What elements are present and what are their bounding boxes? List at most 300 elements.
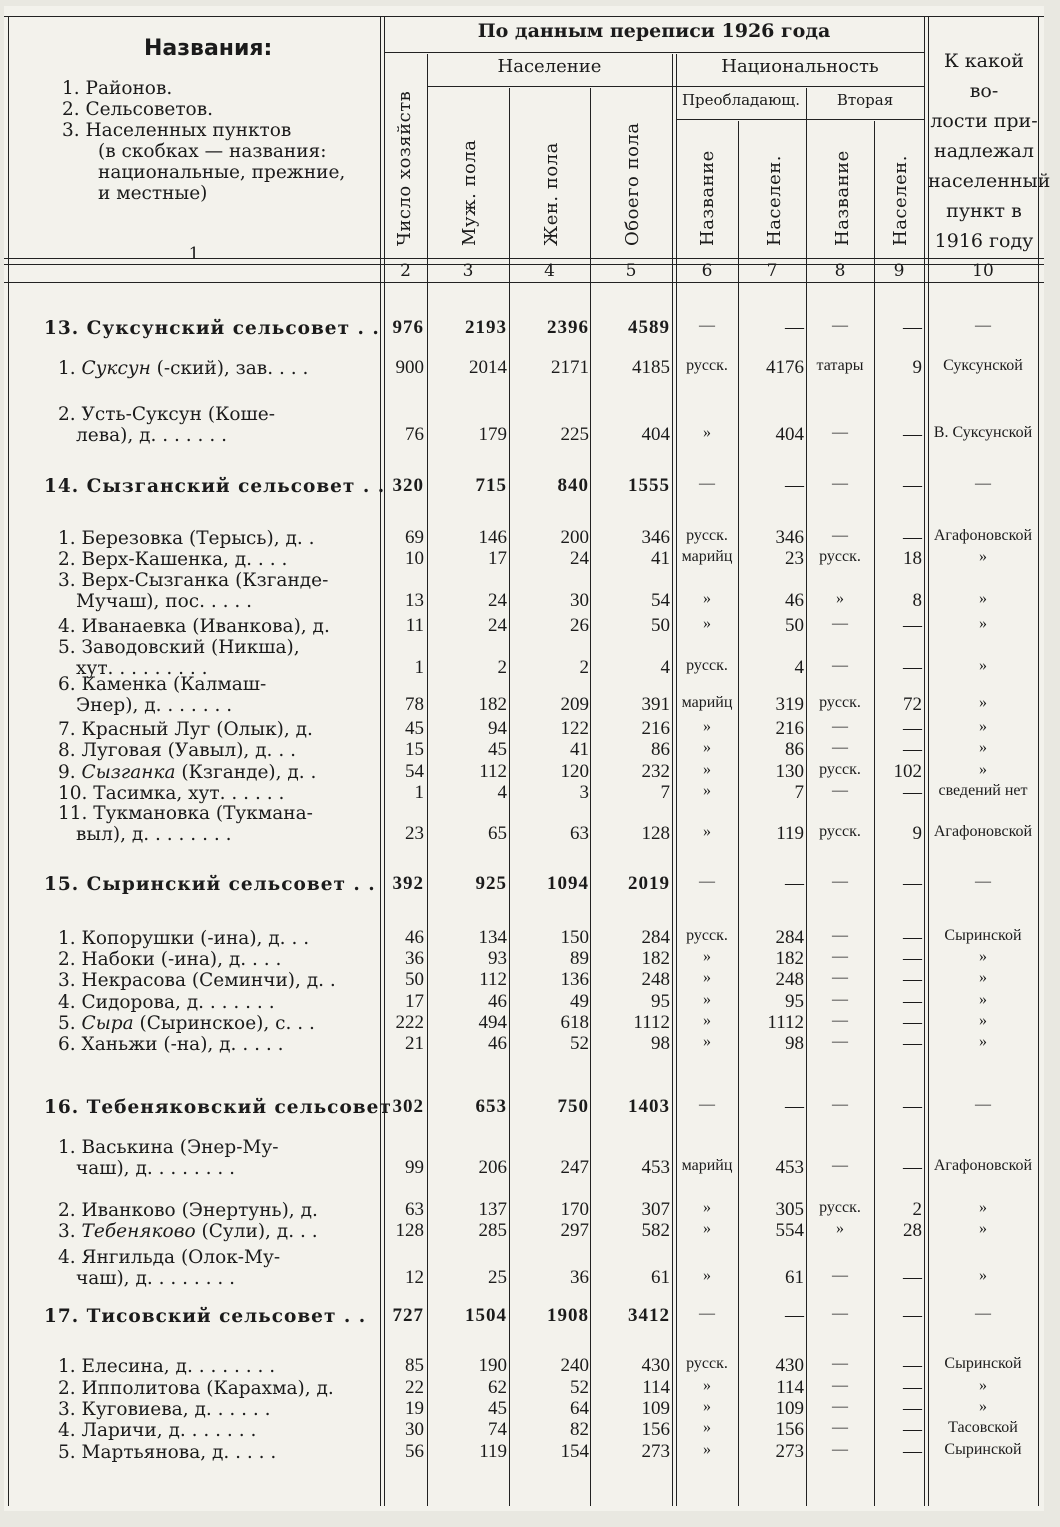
cell-nat2: — [832, 948, 848, 965]
cell-volost: » [979, 1267, 987, 1284]
cell-male: 137 [478, 1199, 507, 1220]
cell-pop1: 7 [794, 782, 804, 803]
cell-pop1: — [785, 1305, 804, 1326]
col-number: 3 [462, 261, 474, 281]
cell-volost: » [979, 948, 987, 965]
cell-pop2: 28 [903, 1220, 922, 1241]
cell-male: 45 [488, 739, 507, 760]
cell-nat1: » [703, 590, 711, 607]
cell-pop2: 9 [912, 357, 922, 378]
cell-both: 582 [641, 1220, 670, 1241]
cell-households: 45 [405, 718, 424, 739]
cell-pop2: 18 [903, 548, 922, 569]
cell-female: 2396 [547, 317, 589, 338]
cell-pop2: — [903, 1441, 922, 1462]
cell-female: 63 [570, 823, 589, 844]
settlement-name: 5. Мартьянова, д. . . . . [58, 1442, 277, 1463]
cell-volost: Сыринской [944, 927, 1022, 944]
cell-volost: » [979, 590, 987, 607]
census-title: По данным переписи 1926 года [477, 20, 831, 42]
names-legend [62, 78, 345, 204]
cell-volost: Агафоновской [933, 527, 1033, 544]
cell-male: 182 [478, 694, 507, 715]
settlement-name: 1. Березовка (Терысь), д. . [58, 528, 315, 549]
volost-line: лости при- [930, 110, 1038, 132]
cell-volost: » [979, 615, 987, 632]
cell-both: 114 [642, 1377, 670, 1398]
cell-nat2: — [832, 1419, 848, 1436]
cell-volost: Суксунской [943, 357, 1023, 374]
cell-female: 89 [570, 948, 589, 969]
cell-households: 320 [392, 475, 424, 496]
settlement-name: 2. Иванково (Энертунь), д. [58, 1200, 318, 1221]
cell-nat2: — [832, 782, 848, 799]
settlement-name: 6. Ханьжи (-на), д. . . . . [58, 1034, 284, 1055]
cell-both: 4 [660, 657, 670, 678]
legend-line: 2. Сельсоветов. [62, 99, 213, 120]
cell-households: 36 [405, 948, 424, 969]
cell-male: 2193 [465, 317, 507, 338]
cell-nat2: » [836, 1220, 844, 1237]
cell-pop2: — [903, 1033, 922, 1054]
cell-both: 182 [641, 948, 670, 969]
settlement-name: выл), д. . . . . . . . [76, 824, 232, 845]
cell-volost: » [979, 1377, 987, 1394]
cell-nat2: — [832, 1267, 848, 1284]
cell-male: 25 [488, 1267, 507, 1288]
top-rule [4, 16, 1044, 17]
council-name: 17. Тисовский сельсовет . . [44, 1306, 367, 1327]
settlement-name: чаш), д. . . . . . . . [76, 1158, 236, 1179]
cell-female: 154 [560, 1441, 589, 1462]
cell-pop1: 273 [775, 1441, 804, 1462]
col-number: 7 [766, 261, 778, 281]
cell-male: 46 [488, 991, 507, 1012]
cell-nat2: — [832, 657, 848, 674]
cell-pop2: — [903, 1096, 922, 1117]
cell-male: 925 [475, 873, 507, 894]
council-name: 15. Сыринский сельсовет . . [44, 874, 376, 895]
col-nat1-header: Название [697, 150, 718, 246]
cell-both: 1403 [628, 1096, 670, 1117]
cell-nat2: — [832, 739, 848, 756]
cell-households: 900 [395, 357, 424, 378]
cell-female: 136 [560, 969, 589, 990]
cell-female: 120 [560, 761, 589, 782]
cell-nat2: — [832, 1441, 848, 1458]
cell-nat2: — [832, 927, 848, 944]
cell-female: 209 [560, 694, 589, 715]
col-number: 10 [972, 261, 994, 281]
cell-nat1: » [703, 1441, 711, 1458]
cell-volost: » [979, 718, 987, 735]
cell-nat1: » [703, 424, 711, 441]
cell-female: 26 [570, 615, 589, 636]
cell-female: 24 [570, 548, 589, 569]
cell-nat2: — [832, 718, 848, 735]
cell-households: 17 [405, 991, 424, 1012]
cell-nat1: русск. [686, 657, 728, 674]
cell-female: 49 [570, 991, 589, 1012]
cell-pop1: 23 [785, 548, 804, 569]
col-households-header: Число хозяйств [394, 90, 415, 246]
cell-households: 69 [405, 527, 424, 548]
cell-both: 50 [651, 615, 670, 636]
cell-households: 392 [392, 873, 424, 894]
settlement-name: 3. Верх-Сызганка (Кзганде- [58, 570, 329, 591]
cell-nat1: — [699, 873, 715, 890]
cell-nat2: — [832, 475, 848, 492]
cell-nat2: татары [816, 357, 864, 374]
cell-pop2: — [903, 991, 922, 1012]
settlement-name: 1. Суксун (-ский), зав. . . . [58, 358, 309, 379]
cell-households: 222 [395, 1012, 424, 1033]
cell-pop1: 319 [775, 694, 804, 715]
cell-pop1: — [785, 475, 804, 496]
settlement-name: 4. Иванаевка (Иванкова), д. [58, 616, 330, 637]
cell-nat2: » [836, 590, 844, 607]
col-number: 9 [893, 261, 905, 281]
cell-nat2: — [832, 1377, 848, 1394]
cell-nat2: — [832, 424, 848, 441]
census-rule [384, 52, 924, 53]
settlement-name: 10. Тасимка, хут. . . . . . [58, 783, 285, 804]
col-pop2-header: Населен. [890, 155, 911, 246]
settlement-name: хут. . . . . . . . . [76, 658, 208, 679]
cell-pop2: 72 [903, 694, 922, 715]
council-name: 14. Сызганский сельсовет . . [44, 476, 386, 497]
cell-pop2: — [903, 873, 922, 894]
cell-nat1: марийц [681, 694, 733, 711]
cell-pop1: 4176 [766, 357, 804, 378]
cell-female: 297 [560, 1220, 589, 1241]
cell-female: 1094 [547, 873, 589, 894]
names-title: Названия: [144, 36, 273, 61]
volost-line: надлежал [934, 140, 1034, 162]
cell-volost: — [975, 317, 991, 334]
cell-nat2: — [832, 1012, 848, 1029]
cell-volost: » [979, 991, 987, 1008]
cell-nat2: — [832, 1157, 848, 1174]
cell-households: 22 [405, 1377, 424, 1398]
cell-pop1: — [785, 1096, 804, 1117]
cell-pop1: 404 [775, 424, 804, 445]
cell-nat1: русск. [686, 927, 728, 944]
cell-households: 56 [405, 1441, 424, 1462]
settlement-name: 4. Янгильда (Олок-Му- [58, 1247, 281, 1268]
settlement-name: лева), д. . . . . . . [76, 425, 227, 446]
cell-both: 273 [641, 1441, 670, 1462]
settlement-name: 11. Тукмановка (Тукмана- [58, 803, 313, 824]
cell-both: 391 [641, 694, 670, 715]
legend-line: (в скобках — названия: [98, 141, 327, 162]
cell-nat1: » [703, 761, 711, 778]
cell-female: 82 [570, 1419, 589, 1440]
settlement-name: 5. Заводовский (Никша), [58, 637, 300, 658]
cell-volost: сведений нет [938, 782, 1028, 799]
cell-volost: » [979, 969, 987, 986]
population-group: Население [497, 56, 602, 77]
cell-pop1: 109 [775, 1398, 804, 1419]
cell-both: 41 [651, 548, 670, 569]
cell-both: 1112 [633, 1012, 670, 1033]
cell-households: 23 [405, 823, 424, 844]
cell-both: 98 [651, 1033, 670, 1054]
legend-line: 1. Районов. [62, 78, 173, 99]
cell-pop1: 95 [785, 991, 804, 1012]
cell-female: 618 [560, 1012, 589, 1033]
cell-volost: » [979, 1012, 987, 1029]
cell-nat2: — [832, 317, 848, 334]
settlement-name: чаш), д. . . . . . . . [76, 1268, 236, 1289]
cell-households: 78 [405, 694, 424, 715]
cell-pop1: 86 [785, 739, 804, 760]
council-name: 16. Тебеняковский сельсовет [44, 1097, 392, 1118]
cell-households: 99 [405, 1157, 424, 1178]
cell-female: 30 [570, 590, 589, 611]
cell-female: 3 [579, 782, 589, 803]
cell-nat1: » [703, 948, 711, 965]
cell-households: 1 [414, 657, 424, 678]
cell-pop1: 453 [775, 1157, 804, 1178]
cell-pop1: 305 [775, 1199, 804, 1220]
cell-female: 52 [570, 1033, 589, 1054]
settlement-name: 1. Васькина (Энер-Му- [58, 1137, 279, 1158]
col-number: 4 [544, 261, 555, 281]
cell-pop2: — [903, 424, 922, 445]
cell-male: 65 [488, 823, 507, 844]
second-group: Вторая [836, 91, 894, 109]
cell-both: 54 [651, 590, 670, 611]
cell-pop1: 248 [775, 969, 804, 990]
cell-male: 206 [478, 1157, 507, 1178]
cell-pop2: — [903, 1398, 922, 1419]
cell-male: 45 [488, 1398, 507, 1419]
legend-line: национальные, прежние, [98, 162, 346, 183]
cell-both: 2019 [628, 873, 670, 894]
cell-volost: » [979, 739, 987, 756]
settlement-name: 3. Тебеняково (Сули), д. . . [58, 1221, 318, 1242]
cell-female: 122 [560, 718, 589, 739]
cell-pop2: — [903, 782, 922, 803]
cell-nat2: — [832, 873, 848, 890]
cell-male: 24 [488, 590, 507, 611]
cell-volost: » [979, 1398, 987, 1415]
volost-line: К какой во- [944, 50, 1024, 102]
cell-both: 453 [641, 1157, 670, 1178]
cell-pop2: 102 [893, 761, 922, 782]
cell-volost: » [979, 694, 987, 711]
cell-both: 4185 [632, 357, 670, 378]
cell-households: 128 [395, 1220, 424, 1241]
cell-households: 21 [405, 1033, 424, 1054]
settlement-name: Мучаш), пос. . . . . [76, 591, 253, 612]
cell-female: 840 [557, 475, 589, 496]
cell-pop1: — [785, 873, 804, 894]
settlement-name: 2. Ипполитова (Карахма), д. [58, 1378, 334, 1399]
cell-male: 285 [478, 1220, 507, 1241]
cell-female: 240 [560, 1355, 589, 1376]
cell-male: 93 [488, 948, 507, 969]
cell-pop2: — [903, 657, 922, 678]
cell-households: 19 [405, 1398, 424, 1419]
cell-both: 86 [651, 739, 670, 760]
cell-male: 4 [497, 782, 507, 803]
col-divider [380, 16, 381, 1506]
col-nat2-header: Название [832, 150, 853, 246]
cell-pop1: 346 [775, 527, 804, 548]
cell-both: 232 [641, 761, 670, 782]
cell-male: 74 [488, 1419, 507, 1440]
col-both-header: Обоего пола [622, 122, 643, 246]
cell-pop2: — [903, 1377, 922, 1398]
settlement-name: 1. Елесина, д. . . . . . . . [58, 1356, 276, 1377]
cell-volost: » [979, 1033, 987, 1050]
cell-households: 63 [405, 1199, 424, 1220]
cell-nat1: русск. [686, 1355, 728, 1372]
cell-male: 94 [488, 718, 507, 739]
cell-pop2: — [903, 1419, 922, 1440]
cell-nat1: » [703, 1199, 711, 1216]
settlement-name: 4. Сидорова, д. . . . . . . [58, 992, 275, 1013]
population-rule [427, 86, 924, 87]
cell-nat1: » [703, 615, 711, 632]
cell-male: 62 [488, 1377, 507, 1398]
settlement-name: 3. Некрасова (Семинчи), д. . [58, 970, 336, 991]
cell-nat2: — [832, 1355, 848, 1372]
col-number: 6 [701, 261, 713, 281]
cell-nat1: марийц [681, 548, 733, 565]
cell-male: 2 [497, 657, 507, 678]
cell-volost: Агафоновской [933, 823, 1033, 840]
cell-nat1: русск. [686, 357, 728, 374]
cell-households: 302 [392, 1096, 424, 1117]
cell-pop1: 216 [775, 718, 804, 739]
cell-pop1: 119 [776, 823, 804, 844]
settlement-name: 2. Набоки (-ина), д. . . . [58, 949, 282, 970]
cell-pop2: — [903, 1355, 922, 1376]
cell-pop2: — [903, 948, 922, 969]
cell-volost: » [979, 548, 987, 565]
cell-both: 7 [660, 782, 670, 803]
cell-pop1: 554 [775, 1220, 804, 1241]
cell-nat1: » [703, 1398, 711, 1415]
cell-both: 216 [641, 718, 670, 739]
cell-volost: — [975, 1305, 991, 1322]
cell-pop1: 130 [775, 761, 804, 782]
cell-both: 346 [641, 527, 670, 548]
cell-both: 284 [641, 927, 670, 948]
cell-male: 494 [478, 1012, 507, 1033]
cell-nat1: марийц [681, 1157, 733, 1174]
cell-nat2: — [832, 1033, 848, 1050]
cell-male: 179 [478, 424, 507, 445]
legend-line: 3. Населенных пунктов [62, 120, 292, 141]
cell-female: 2 [579, 657, 589, 678]
cell-nat1: » [703, 1220, 711, 1237]
cell-both: 3412 [628, 1305, 670, 1326]
cell-nat1: русск. [686, 527, 728, 544]
legend-line: и местные) [98, 183, 208, 204]
cell-male: 653 [475, 1096, 507, 1117]
cell-households: 727 [392, 1305, 424, 1326]
nationality-group: Национальность [721, 56, 879, 77]
settlement-name: 9. Сызганка (Кзганде), д. . [58, 762, 317, 783]
cell-nat1: — [699, 317, 715, 334]
left-border [8, 16, 9, 1506]
cell-nat2: — [832, 615, 848, 632]
cell-nat1: » [703, 718, 711, 735]
cell-female: 150 [560, 927, 589, 948]
predominant-group: Преобладающ. [681, 91, 801, 109]
cell-volost: В. Суксунской [933, 424, 1033, 441]
cell-male: 134 [478, 927, 507, 948]
settlement-name: 7. Красный Луг (Олык), д. [58, 719, 313, 740]
cell-nat2: — [832, 991, 848, 1008]
cell-nat1: » [703, 1419, 711, 1436]
settlement-name: 8. Луговая (Уавыл), д. . . [58, 740, 296, 761]
settlement-name: 1. Копорушки (-ина), д. . . [58, 928, 310, 949]
col-male-header: Муж. пола [459, 139, 480, 246]
cell-female: 170 [560, 1199, 589, 1220]
census-page [4, 6, 1051, 1511]
cell-nat2: — [832, 969, 848, 986]
cell-nat1: — [699, 1305, 715, 1322]
cell-nat2: русск. [819, 694, 861, 711]
cell-households: 13 [405, 590, 424, 611]
cell-pop2: — [903, 615, 922, 636]
cell-volost: Агафоновской [933, 1157, 1033, 1174]
cell-households: 54 [405, 761, 424, 782]
cell-nat2: русск. [819, 1199, 861, 1216]
cell-nat1: » [703, 969, 711, 986]
cell-both: 404 [641, 424, 670, 445]
settlement-name: Энер), д. . . . . . . [76, 695, 233, 716]
cell-households: 10 [405, 548, 424, 569]
cell-nat1: » [703, 1377, 711, 1394]
cell-pop1: — [785, 317, 804, 338]
cell-both: 156 [641, 1419, 670, 1440]
cell-female: 64 [570, 1398, 589, 1419]
cell-volost: Сыринской [944, 1355, 1022, 1372]
cell-households: 976 [392, 317, 424, 338]
cell-volost: — [975, 1096, 991, 1113]
cell-nat2: — [832, 1398, 848, 1415]
cell-nat1: » [703, 823, 711, 840]
cell-volost: » [979, 761, 987, 778]
cell-female: 200 [560, 527, 589, 548]
cell-nat1: » [703, 1033, 711, 1050]
cell-female: 41 [570, 739, 589, 760]
cell-pop2: — [903, 739, 922, 760]
cell-pop1: 50 [785, 615, 804, 636]
col-number: 5 [625, 261, 637, 281]
cell-pop2: — [903, 969, 922, 990]
cell-both: 4589 [628, 317, 670, 338]
cell-female: 36 [570, 1267, 589, 1288]
cell-female: 247 [560, 1157, 589, 1178]
cell-male: 1504 [465, 1305, 507, 1326]
cell-pop1: 156 [775, 1419, 804, 1440]
cell-male: 146 [478, 527, 507, 548]
col-divider [672, 54, 673, 1506]
settlement-name: 3. Куговиева, д. . . . . . [58, 1399, 271, 1420]
cell-both: 307 [641, 1199, 670, 1220]
cell-female: 750 [557, 1096, 589, 1117]
cell-households: 85 [405, 1355, 424, 1376]
col-number: 1 [188, 244, 200, 264]
cell-female: 1908 [547, 1305, 589, 1326]
